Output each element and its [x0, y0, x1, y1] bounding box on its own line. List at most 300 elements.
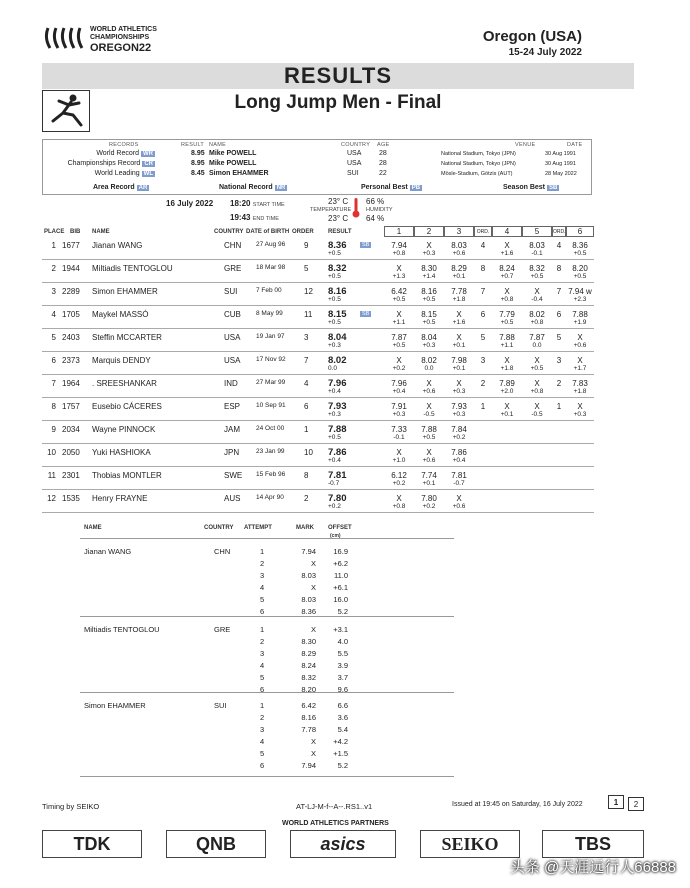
record-row [43, 150, 591, 160]
bib: 1757 [62, 402, 80, 411]
location: Oregon (USA) [482, 28, 582, 45]
detail-name: Jianan WANG [84, 547, 132, 556]
legend-label: Area Record [93, 184, 135, 191]
detail-attempt: 6 [260, 761, 265, 770]
result-wind: -0.7 [328, 480, 340, 487]
order: 4 [304, 379, 309, 388]
bib: 1677 [62, 241, 80, 250]
detail-attempt: 2 [260, 559, 265, 568]
attempt-mark: 7.89 [499, 379, 515, 388]
attempt-mark: 7.94 w [568, 287, 592, 296]
detail-mark: X [310, 737, 316, 746]
attempt-wind: +0.5 [530, 273, 544, 280]
result: 8.04 [328, 332, 347, 343]
detail-attempt: 3 [260, 725, 265, 734]
attempt-wind: +0.6 [452, 250, 466, 257]
result: 7.88 [328, 424, 347, 435]
detail-attempt: 4 [260, 737, 265, 746]
championship-logo-icon [44, 24, 88, 52]
attempt-mark: X [577, 402, 583, 411]
attempt-wind: -0.1 [531, 250, 543, 257]
country: USA [224, 356, 241, 365]
country: JPN [224, 448, 240, 457]
attempt-wind: +1.1 [392, 319, 406, 326]
attempt-wind: +0.5 [422, 319, 436, 326]
athlete-name: Maykel MASSÓ [92, 310, 149, 319]
attempt-mark: X [577, 356, 583, 365]
attempt-mark: 7.80 [421, 494, 437, 503]
result-wind: +0.5 [328, 296, 341, 303]
order-after-3: 2 [480, 379, 486, 388]
result: 8.36 [328, 240, 347, 251]
attempt-mark: X [504, 356, 510, 365]
record-country: SUI [347, 170, 359, 177]
humidity-start: 66 % [366, 197, 385, 206]
detail-attempt: 5 [260, 595, 265, 604]
attempt-mark: X [426, 379, 432, 388]
order: 11 [304, 310, 313, 319]
detail-offset: 5.5 [337, 649, 348, 658]
attempt-wind: +0.2 [392, 480, 406, 487]
attempt-wind: +0.6 [452, 503, 466, 510]
attempt-mark: 8.03 [451, 241, 467, 250]
date-of-birth: 27 Mar 99 [256, 379, 286, 386]
attempt-mark: X [504, 287, 510, 296]
order: 5 [304, 264, 309, 273]
order-after-3: 5 [480, 333, 486, 342]
detail-offset: +6.1 [333, 583, 348, 592]
result-wind: +0.5 [328, 319, 341, 326]
attempt-wind: +0.5 [392, 342, 406, 349]
place: 4 [51, 310, 56, 319]
result-wind: +0.4 [328, 388, 341, 395]
athlete-name: Henry FRAYNE [92, 494, 148, 503]
attempt-wind: +0.8 [392, 503, 406, 510]
attempt-mark: X [534, 287, 540, 296]
record-label [68, 160, 155, 167]
order-after-5: 4 [556, 241, 562, 250]
place: 1 [51, 241, 56, 250]
order-after-5: 5 [556, 333, 562, 342]
record-result: 8.45 [191, 170, 205, 177]
attempt-wind: +0.5 [530, 365, 544, 372]
col-attempt-6: 6 [566, 226, 594, 237]
order: 3 [304, 333, 309, 342]
legend-item [361, 184, 422, 191]
bib: 2034 [62, 425, 80, 434]
attempt-mark: 8.24 [499, 264, 515, 273]
attempt-mark: X [456, 333, 462, 342]
order-after-3: 3 [480, 356, 486, 365]
result-wind: +0.3 [328, 342, 341, 349]
detail-mark: X [310, 583, 316, 592]
attempt-wind: +1.4 [422, 273, 436, 280]
country: GRE [224, 264, 242, 273]
order: 1 [304, 425, 309, 434]
place: 10 [47, 448, 56, 457]
detail-attempt: 5 [260, 673, 265, 682]
detail-offset: 5.2 [337, 761, 348, 770]
table-row [42, 284, 594, 306]
athlete-name: Jianan WANG [92, 241, 143, 250]
result-wind: +0.5 [328, 250, 341, 257]
table-row [42, 238, 594, 260]
attempt-mark: X [396, 310, 402, 319]
record-date: 30 Aug 1991 [545, 161, 576, 167]
page-1[interactable]: 1 [608, 795, 624, 809]
detail-country: CHN [214, 547, 231, 556]
date-of-birth: 7 Feb 00 [256, 287, 282, 294]
attempt-mark: 8.04 [421, 333, 437, 342]
athlete-detail-block [80, 538, 454, 616]
col-ord: ORD. [474, 226, 492, 237]
attempt-mark: 7.84 [451, 425, 467, 434]
records-box: RECORDS RESULT NAME COUNTRY AGE VENUE DATE World Record WR 8.95 Mike POWELL USA 28 National Stadium, Tokyo (JPN) 30 Aug 1991 Championships Record CR 8.95 Mike POWELL USA 28 National Stadium, Tokyo (JPN) 30 Aug 1991 World Leading WL 8.45 Simon EHAMMER SUI 22 Mösle-Stadium, Götzis (AUT) 28 May 2022 Area Record AR National Record NR Personal Best PB Season Best SB [42, 139, 592, 195]
attempt-wind: +1.8 [500, 365, 514, 372]
date-of-birth: 15 Feb 96 [256, 471, 286, 478]
detail-offset: 6.6 [337, 701, 348, 710]
record-tag: WR [143, 151, 153, 157]
attempt-mark: 8.30 [421, 264, 437, 273]
attempt-wind: +0.4 [392, 388, 406, 395]
record-country: USA [347, 160, 362, 167]
col-bib: BIB [70, 229, 81, 235]
detail-offset: 4.0 [337, 637, 348, 646]
detail-attempt: 1 [260, 625, 265, 634]
record-row [43, 160, 591, 170]
record-holder: Simon EHAMMER [209, 170, 269, 177]
record-label-text: Championships Record [67, 160, 141, 167]
attempt-mark: X [426, 448, 432, 457]
country: ESP [224, 402, 241, 411]
detail-attempt: 6 [260, 685, 265, 694]
attempt-mark: 8.32 [529, 264, 545, 273]
col-attempt-2: 2 [414, 226, 444, 237]
order-after-3: 8 [480, 264, 486, 273]
record-age: 22 [379, 170, 387, 177]
attempt-wind: 0.0 [424, 365, 434, 372]
timing-credit: Timing by SEIKO [42, 802, 100, 811]
attempt-mark: X [426, 402, 432, 411]
attempt-wind: +0.5 [392, 296, 406, 303]
issued-at: Issued at 19:45 on Saturday, 16 July 2022 [452, 801, 583, 808]
attempt-wind: +0.5 [573, 250, 587, 257]
attempt-wind: +0.1 [452, 273, 466, 280]
place: 11 [47, 471, 56, 480]
attempt-wind: +0.3 [422, 250, 436, 257]
athlete-name: Miltiadis TENTOGLOU [92, 264, 173, 273]
detail-offset: 3.6 [337, 713, 348, 722]
attempt-wind: -0.7 [453, 480, 465, 487]
attempt-wind: +0.5 [500, 319, 514, 326]
table-row [42, 399, 594, 421]
attempt-mark: X [534, 402, 540, 411]
temperature-label: TEMPERATURE [310, 207, 352, 213]
result-wind: +0.5 [328, 273, 341, 280]
result: 7.80 [328, 493, 347, 504]
athlete-name: Eusebio CÁCERES [92, 402, 162, 411]
record-tag: CR [144, 161, 153, 167]
col-attempt-3: 3 [444, 226, 474, 237]
col-name: NAME [92, 229, 110, 235]
table-row [42, 491, 594, 513]
attempt-mark: 7.81 [451, 471, 467, 480]
attempt-wind: +0.6 [422, 388, 436, 395]
attempt-mark: 8.16 [421, 287, 437, 296]
place: 9 [51, 425, 56, 434]
country: CUB [224, 310, 241, 319]
record-date: 28 May 2022 [545, 171, 577, 177]
attempt-wind: +1.8 [452, 296, 466, 303]
result: 8.32 [328, 263, 347, 274]
table-row [42, 376, 594, 398]
attempt-mark: 7.79 [499, 310, 515, 319]
col-result: RESULT [328, 229, 352, 235]
detail-col-offset: OFFSET [328, 525, 352, 531]
record-result: 8.95 [191, 160, 205, 167]
attempt-mark: X [396, 264, 402, 273]
attempt-mark: 7.33 [391, 425, 407, 434]
result: 7.93 [328, 401, 347, 412]
detail-mark: 6.42 [301, 701, 316, 710]
championship-logo-text: WORLD ATHLETICS CHAMPIONSHIPS OREGON22 [90, 26, 157, 54]
table-row [42, 261, 594, 283]
legend-label: Personal Best [361, 184, 408, 191]
attempt-mark: 8.29 [451, 264, 467, 273]
attempt-mark: 8.02 [529, 310, 545, 319]
place: 2 [51, 264, 56, 273]
record-date: 30 Aug 1991 [545, 151, 576, 157]
page-2[interactable]: 2 [628, 797, 644, 811]
attempt-wind: +0.1 [452, 365, 466, 372]
detail-mark: 7.78 [301, 725, 316, 734]
detail-col-offset-unit: (cm) [330, 533, 341, 539]
order-after-3: 4 [480, 241, 486, 250]
legend-label: National Record [219, 184, 273, 191]
order-after-3: 7 [480, 287, 486, 296]
bib: 1944 [62, 264, 80, 273]
detail-name: Simon EHAMMER [84, 701, 146, 710]
partners-label: WORLD ATHLETICS PARTNERS [282, 820, 389, 827]
result: 8.15 [328, 309, 347, 320]
legend-label: Season Best [503, 184, 546, 191]
attempt-mark: 7.98 [451, 356, 467, 365]
result: 8.02 [328, 355, 347, 366]
attempt-wind: +0.1 [500, 411, 514, 418]
place: 3 [51, 287, 56, 296]
attempt-wind: +0.6 [573, 342, 587, 349]
detail-end-line [80, 776, 454, 777]
detail-offset: 9.6 [337, 685, 348, 694]
detail-mark: 8.03 [301, 571, 316, 580]
table-row [42, 422, 594, 444]
result-wind: +0.5 [328, 434, 341, 441]
record-holder: Mike POWELL [209, 150, 257, 157]
order: 7 [304, 356, 309, 365]
table-row [42, 468, 594, 490]
attempt-wind: +0.2 [392, 365, 406, 372]
attempt-mark: X [456, 379, 462, 388]
col-ord-2: ORD. [552, 226, 566, 237]
record-venue: Mösle-Stadium, Götzis (AUT) [441, 171, 513, 177]
col-country: COUNTRY [214, 229, 244, 235]
country: SWE [224, 471, 243, 480]
date-of-birth: 23 Jan 99 [256, 448, 285, 455]
attempt-mark: X [534, 379, 540, 388]
table-row [42, 353, 594, 375]
detail-offset: +4.2 [333, 737, 348, 746]
detail-offset: 11.0 [333, 571, 348, 580]
sponsor-tdk: TDK [42, 830, 142, 858]
legend-item [93, 184, 149, 191]
detail-offset: 16.0 [333, 595, 348, 604]
attempt-wind: +1.7 [573, 365, 587, 372]
attempt-wind: +0.1 [422, 480, 436, 487]
attempt-mark: X [426, 241, 432, 250]
detail-mark: X [310, 559, 316, 568]
legend-tag: PB [411, 185, 421, 191]
result-wind: +0.2 [328, 503, 341, 510]
attempt-mark: X [577, 333, 583, 342]
end-time: 19:43 END TIME [230, 213, 279, 222]
attempt-wind: +0.7 [500, 273, 514, 280]
attempt-wind: -0.5 [531, 411, 543, 418]
detail-offset: 3.7 [337, 673, 348, 682]
thermometer-icon [352, 197, 360, 219]
attempt-wind: +0.2 [452, 434, 466, 441]
detail-mark: 8.36 [301, 607, 316, 616]
athlete-name: Yuki HASHIOKA [92, 448, 151, 457]
record-row [43, 170, 591, 180]
result-wind: 0.0 [328, 365, 338, 372]
athlete-name: Steffin MCCARTER [92, 333, 162, 342]
detail-attempt: 6 [260, 607, 265, 616]
place: 7 [51, 379, 56, 388]
order: 6 [304, 402, 309, 411]
legend-tag: NR [276, 185, 286, 191]
record-result: 8.95 [191, 150, 205, 157]
attempt-mark: 6.42 [391, 287, 407, 296]
order-after-3: 1 [480, 402, 486, 411]
document-code: AT-LJ-M-f--A--.RS1..v1 [296, 802, 373, 811]
record-venue: National Stadium, Tokyo (JPN) [441, 161, 516, 167]
page-title: RESULTS [42, 63, 634, 89]
attempt-wind: -0.4 [531, 296, 543, 303]
attempt-wind: +1.6 [500, 250, 514, 257]
bib: 2050 [62, 448, 80, 457]
attempt-mark: 7.87 [529, 333, 545, 342]
result-wind: +0.4 [328, 457, 341, 464]
bib: 1964 [62, 379, 80, 388]
sponsor-seiko: SEIKO [420, 830, 520, 858]
order: 9 [304, 241, 309, 250]
attempt-wind: +0.8 [500, 296, 514, 303]
record-holder: Mike POWELL [209, 160, 257, 167]
athlete-name: Wayne PINNOCK [92, 425, 156, 434]
attempt-wind: -0.1 [393, 434, 405, 441]
col-dob: DATE of BIRTH [246, 229, 290, 235]
attempt-wind: +0.3 [452, 388, 466, 395]
attempt-mark: X [396, 356, 402, 365]
athlete-name: . SREESHANKAR [92, 379, 157, 388]
sponsor-asics: asics [290, 830, 396, 858]
detail-name: Miltiadis TENTOGLOU [84, 625, 160, 634]
detail-col-country: COUNTRY [204, 525, 234, 531]
result: 8.16 [328, 286, 347, 297]
detail-offset: 3.9 [337, 661, 348, 670]
detail-mark: 8.16 [301, 713, 316, 722]
result-wind: +0.3 [328, 411, 341, 418]
attempt-mark: X [456, 310, 462, 319]
detail-mark: 8.03 [301, 595, 316, 604]
detail-offset: 16.9 [333, 547, 348, 556]
date-of-birth: 18 Mar 98 [256, 264, 286, 271]
detail-mark: 8.20 [301, 685, 316, 694]
bib: 1535 [62, 494, 80, 503]
attempt-mark: 7.93 [451, 402, 467, 411]
detail-mark: 8.30 [301, 637, 316, 646]
attempt-mark: 7.94 [391, 241, 407, 250]
record-label-text: World Leading [94, 170, 140, 177]
attempt-mark: 8.36 [572, 241, 588, 250]
record-label [96, 150, 155, 157]
country: SUI [224, 287, 238, 296]
date-of-birth: 27 Aug 96 [256, 241, 286, 248]
season-best-badge: SB [362, 311, 370, 317]
attempt-wind: +1.3 [392, 273, 406, 280]
attempt-mark: X [504, 241, 510, 250]
col-place: PLACE [44, 229, 65, 235]
country: CHN [224, 241, 242, 250]
attempt-wind: +1.8 [573, 388, 587, 395]
order-after-5: 2 [556, 379, 562, 388]
attempt-mark: X [504, 402, 510, 411]
attempt-mark: 7.91 [391, 402, 407, 411]
order: 10 [304, 448, 313, 457]
date-of-birth: 10 Sep 91 [256, 402, 286, 409]
date-of-birth: 14 Apr 90 [256, 494, 284, 501]
order-after-3: 6 [480, 310, 486, 319]
location-header [483, 28, 582, 58]
detail-attempt: 4 [260, 583, 265, 592]
attempt-mark: 8.15 [421, 310, 437, 319]
attempt-wind: +1.6 [452, 319, 466, 326]
attempt-mark: X [456, 494, 462, 503]
place: 6 [51, 356, 56, 365]
attempt-mark: 6.12 [391, 471, 407, 480]
place: 8 [51, 402, 56, 411]
detail-offset: 5.4 [337, 725, 348, 734]
order-after-5: 3 [556, 356, 562, 365]
attempt-mark: 7.78 [451, 287, 467, 296]
bib: 2301 [62, 471, 80, 480]
detail-mark: X [310, 625, 316, 634]
athlete-detail-block [80, 616, 454, 694]
season-best-badge: SB [362, 242, 370, 248]
attempt-mark: 7.87 [391, 333, 407, 342]
attempt-wind: +0.5 [422, 296, 436, 303]
attempt-mark: 8.20 [572, 264, 588, 273]
country: AUS [224, 494, 241, 503]
athlete-detail-block [80, 692, 454, 768]
detail-col-attempt: ATTEMPT [244, 525, 272, 531]
detail-offset: 5.2 [337, 607, 348, 616]
temperature-start: 23° C [328, 197, 349, 206]
humidity-label: HUMIDITY [366, 207, 393, 213]
detail-mark: 7.94 [301, 761, 316, 770]
detail-mark: 8.32 [301, 673, 316, 682]
attempt-wind: 0.0 [532, 342, 542, 349]
